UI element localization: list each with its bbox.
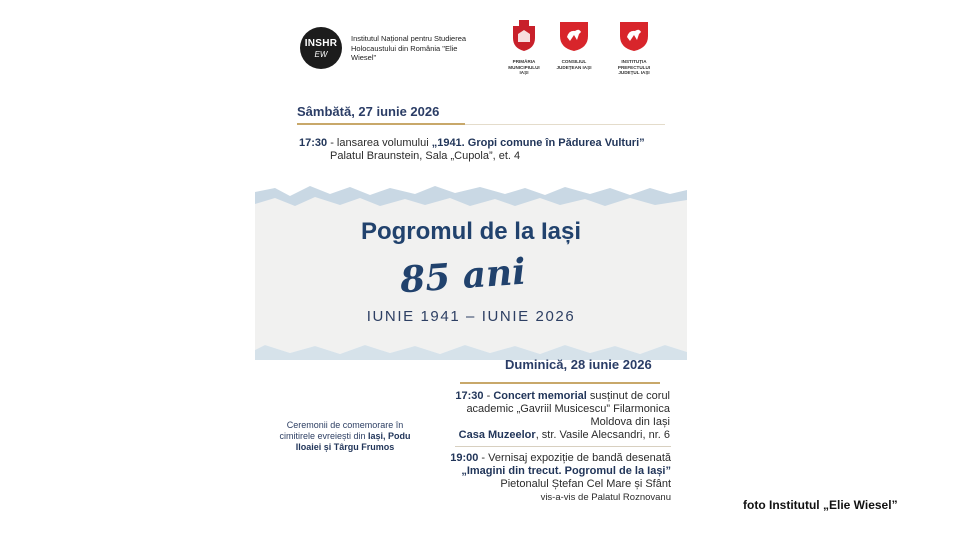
event-text: - lansarea volumului [327, 137, 432, 149]
exhibition-text: - Vernisaj expoziție de bandă desenată [478, 452, 671, 464]
inshr-logo [300, 27, 342, 69]
event-time: 17:30 [299, 137, 328, 149]
exhibition-place: Pietonalul Ștefan Cel Mare și Sfânt [500, 478, 671, 490]
divider [465, 124, 665, 125]
banner-period: IUNIE 1941 – IUNIE 2026 [366, 308, 576, 325]
logo-subtext: EW [314, 50, 328, 59]
event-poster [255, 0, 687, 540]
venue-address: , str. Vasile Alecsandri, nr. 6 [535, 429, 670, 441]
coat-of-arms-icon [511, 20, 537, 52]
book-title: „1941. Gropi comune în Pădurea Vulturi” [431, 137, 645, 149]
crest-prefectura [614, 20, 654, 76]
exhibition-title: „Imagini din trecut. Pogromul de la Iași” [461, 465, 671, 477]
photo-credit: foto Institutul „Elie Wiesel” [743, 498, 898, 512]
crest-caption: CONSILIUL JUDEȚEAN IAȘI [556, 59, 592, 70]
saturday-heading: Sâmbătă, 27 iunie 2026 [297, 104, 440, 119]
saturday-event [299, 137, 645, 163]
concert-text: academic „Gavriil Musicescu” Filarmonica [466, 403, 670, 415]
logo-text: INSHR [304, 38, 338, 49]
ceremonies-note [275, 420, 415, 453]
exhibition-note: vis-a-vis de Palatul Roznovanu [540, 492, 671, 503]
institute-name: Institutul Național pentru Studierea Holocaustului din România "Elie Wiesel" [351, 34, 467, 62]
event-address: Palatul Braunstein, Sala „Cupola”, et. 4 [330, 150, 521, 162]
crest-caption: PRIMĂRIA MUNICIPIULUI IAȘI [508, 59, 540, 75]
concert-event [450, 390, 670, 442]
divider [455, 446, 671, 447]
concert-title: Concert memorial [493, 390, 587, 402]
heading-underline [460, 382, 660, 384]
concert-venue: Casa Muzeelor [458, 429, 536, 441]
heading-underline [297, 123, 465, 125]
crest-caption: INSTITUȚIA PREFECTULUI JUDEȚUL IAȘI [617, 59, 651, 75]
crest-consiliu [554, 20, 594, 70]
event-time: 17:30 [455, 390, 484, 402]
banner-title: Pogromul de la Iași [360, 218, 582, 245]
crest-primaria [504, 20, 544, 76]
event-sep: - [483, 390, 494, 402]
exhibition-event [445, 452, 671, 504]
concert-text: Moldova din Iași [590, 416, 670, 428]
coat-of-arms-icon [559, 20, 589, 52]
ceremonies-places: Iași, Podu Iloaiei și Târgu Frumos [295, 431, 411, 452]
concert-text: susținut de corul [586, 390, 670, 402]
sunday-heading: Duminică, 28 iunie 2026 [505, 357, 652, 372]
coat-of-arms-icon [619, 20, 649, 52]
event-time: 19:00 [450, 452, 479, 464]
ceremonies-text: Ceremonii de comemorare în cimitirele evreiești din [279, 420, 404, 441]
anniversary-text: 85 ani [398, 250, 528, 302]
